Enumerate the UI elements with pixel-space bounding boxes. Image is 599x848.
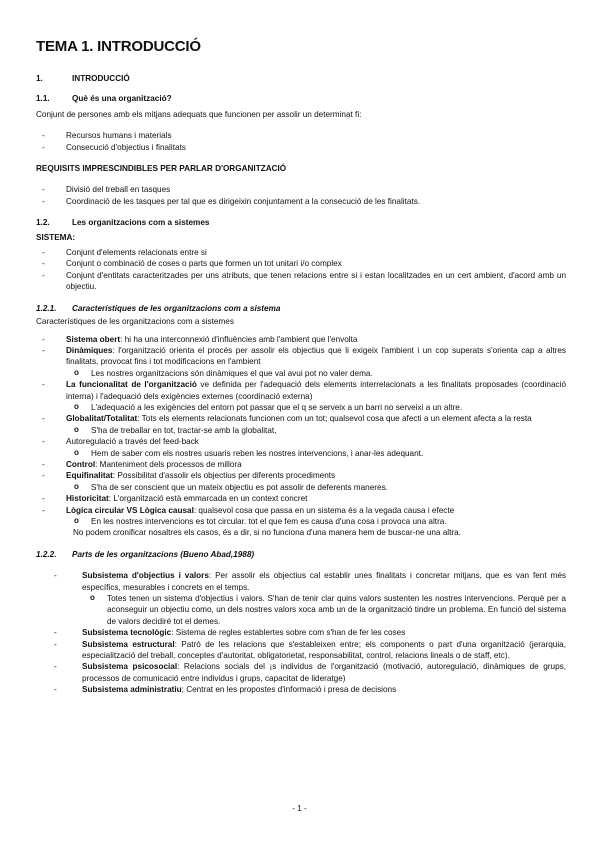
- term: La funcionalitat de l'organització: [66, 380, 197, 390]
- list-item: - Conjunt d'entitats caracteritzades per uns atributs, que tenen relacions entre si i estan localitzades en un cert ambient, d'acord amb un objectiu.: [36, 270, 566, 293]
- section-1-1-heading: [36, 93, 566, 104]
- note-paragraph: No podem cronificar nosaltres els casos, és a dir, si no funciona d'una manera hem de buscar-ne una altra.: [73, 528, 461, 538]
- section-title: Què és una organització?: [72, 94, 172, 104]
- term: Control: [66, 459, 96, 469]
- system-list: [36, 247, 566, 293]
- section-number: 1.2.2.: [36, 549, 57, 559]
- sub-item: o Totes tenen un sistema d'objectius i valors. S'han de tenir clar quins valors sustenten les nostres intervencions. Perquè per a aconseguir un objectiu como, un dels nostres valors xoca amb un de la organització tindre un problema. En funció del sistema de valors decidiré tot el demes.: [82, 593, 566, 627]
- term-text: : l'organització orienta el procés per assolir els objectius que li exigeix l'ambient i un cop superats s'orienta cap a altres finalitats, provocat fins i tot modificacions en l'ambient: [66, 345, 566, 367]
- term-text: : Manteniment dels processos de millora: [95, 459, 242, 469]
- term-text: : Patró de les relacions que s'estableixen entre; els components o part d'una organització (jerarquia, especialització del treball, conceptes d'autoritat, obligatorietat, responsabilitat, control, relacions lineals o de staff, etc).: [82, 639, 566, 661]
- term: Subsistema psicosocial: [82, 662, 178, 672]
- term-text: : Possibilitat d'assolir els objectius per diferents procediments: [112, 471, 336, 481]
- term-text: : Per assolir els objectius cal establir unes finalitats i concretar mitjans, que es van fent més específics, mesurables i concrets en el temps.: [82, 571, 566, 592]
- section-title: Parts de les organitzacions (Bueno Abad,1988): [72, 549, 255, 559]
- term: Subsistema tecnològic: [82, 628, 172, 638]
- list-item: [46, 627, 566, 638]
- subsystems-list: [46, 570, 566, 695]
- list-item: [36, 436, 566, 459]
- list-item: [46, 639, 566, 662]
- sub-item: o Hem de saber com els nostres usuaris reben les nostres intervencions, i anar-les adequant.: [66, 448, 566, 459]
- list-item: [36, 413, 566, 436]
- term: Sistema obert: [66, 334, 121, 344]
- section-number: 1.2.: [36, 218, 50, 228]
- page-number: - 1 -: [292, 804, 307, 813]
- term: Historicitat: [66, 494, 109, 504]
- list-item: [46, 684, 566, 695]
- section-1-2-heading: [36, 217, 566, 228]
- term: Dinàmiques: [66, 345, 113, 355]
- organization-list: [36, 130, 566, 153]
- system-label: SISTEMA:: [36, 232, 76, 242]
- list-item: - Divisió del treball en tasques: [36, 184, 566, 195]
- term: Globalitat/Totalitat: [66, 414, 138, 424]
- sub-item: o En les nostres intervencions es tot circular. tot el que fem es causa d'una cosa i provoca una altra.: [66, 516, 566, 527]
- term: Equifinalitat: [66, 471, 113, 481]
- term-text: Autoregulació a través del feed-back: [66, 437, 199, 447]
- list-item: [36, 459, 566, 470]
- definition-paragraph: Conjunt de persones amb els mitjans adequats que funcionen per assolir un determinat fi:: [36, 109, 362, 119]
- section-number: 1.1.: [36, 94, 50, 104]
- term-text: : Relacions socials del ¡s individus de l'organització (motivació, autoregulació, dinàmiques de grups, processos de comunicació entre individus i grups, capacitat de lideratge): [82, 662, 566, 683]
- term-text: ve definida per l'adequació dels elements interrelacionats a les finalitats proposades (coordinació interna) i l'adequació dels exigències externes (coordinació externa): [66, 380, 566, 401]
- term-text: : Sistema de regles establertes sobre com s'han de fer les coses: [171, 628, 406, 638]
- section-title: INTRODUCCIÓ: [72, 74, 130, 83]
- characteristics-list: [36, 334, 566, 528]
- section-1-heading: [36, 73, 566, 84]
- requirements-list: [36, 184, 566, 207]
- list-item: [36, 505, 566, 528]
- term-text: : hi ha una interconnexió d'influències amb l'ambient que l'envolta: [120, 334, 358, 344]
- list-item: [36, 470, 566, 493]
- list-item: [36, 379, 566, 413]
- page-title: TEMA 1. INTRODUCCIÓ: [36, 38, 201, 55]
- sub-item: o Les nostres organitzacions són dinàmiques el que val avui pot no valer dema.: [66, 368, 566, 379]
- requirements-heading: REQUISITS IMPRESCINDIBLES PER PARLAR D'ORGANITZACIÓ: [36, 164, 287, 174]
- section-number: 1.2.1.: [36, 303, 57, 313]
- section-1-2-2-heading: [36, 549, 566, 560]
- list-item: [46, 570, 566, 627]
- term-text: : qualsevol cosa que passa en un sistema és a la vegada causa i efecte: [193, 505, 455, 515]
- sub-item: o S'ha de treballar en tot, tractar-se amb la globalitat,: [66, 425, 566, 436]
- sub-item: o S'ha de ser conscient que un mateix objectiu es pot assolir de deferents maneres.: [66, 482, 566, 493]
- section-title: Les organitzacions com a sistemes: [72, 218, 210, 228]
- list-item: - Consecució d'objectius i finalitats: [36, 142, 566, 153]
- intro-paragraph: Característiques de les organitzacions com a sistemes: [36, 317, 234, 327]
- section-1-2-1-heading: [36, 303, 566, 314]
- term: Subsistema administratiu: [82, 685, 182, 695]
- list-item: [46, 661, 566, 684]
- list-item: - Conjunt o combinació de coses o parts que formen un tot unitari i/o complex: [36, 258, 566, 269]
- list-item: [36, 334, 566, 345]
- list-item: [36, 493, 566, 504]
- section-number: 1.: [36, 74, 43, 83]
- term-text: : L'organització està emmarcada en un context concret: [108, 494, 308, 504]
- section-title: Característiques de les organitzacions com a sistema: [72, 303, 281, 313]
- term: Subsistema d'objectius i valors: [82, 571, 209, 581]
- sub-item: o L'adequació a les exigències del entorn pot passar que el q se serveix a un barri no serveixi a un altre.: [66, 402, 566, 413]
- list-item: - Coordinació de les tasques per tal que es dirigeixin conjuntament a la consecució de les finalitats.: [36, 196, 566, 207]
- list-item: [36, 345, 566, 379]
- list-item: - Conjunt d'elements relacionats entre si: [36, 247, 566, 258]
- term-text: : Tots els elements relacionats funcionen com un tot; qualsevol cosa que afecti a un element afecta a la resta: [137, 414, 532, 424]
- term: Subsistema estructural: [82, 639, 175, 649]
- term: Lògica circular VS Lògica causal: [66, 505, 194, 515]
- term-text: ; Centrat en les propostes d'informació i presa de decisions: [181, 685, 397, 695]
- list-item: - Recursos humans i materials: [36, 130, 566, 141]
